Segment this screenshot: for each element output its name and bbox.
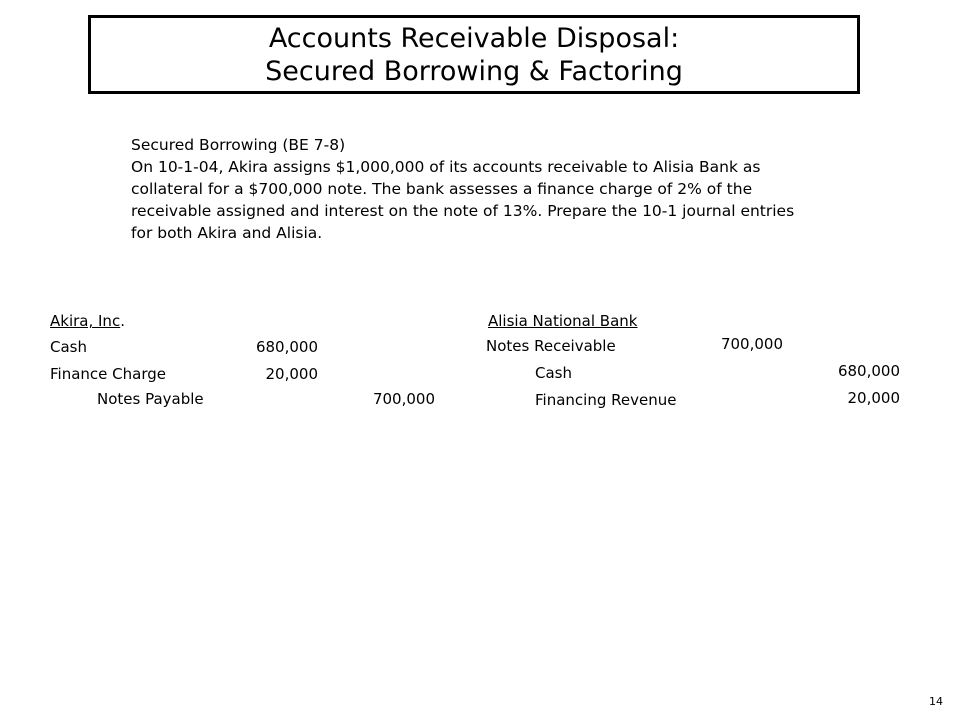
problem-line: On 10-1-04, Akira assigns $1,000,000 of its accounts receivable to Alisia Bank as bbox=[131, 158, 761, 176]
page-number: 14 bbox=[929, 695, 943, 708]
slide-title-line-2: Secured Borrowing & Factoring bbox=[265, 56, 683, 87]
akira-heading-period: . bbox=[120, 312, 125, 330]
akira-entry-debit: 20,000 bbox=[265, 365, 318, 383]
akira-heading bbox=[50, 311, 125, 331]
alisia-entry-account: Cash bbox=[535, 364, 572, 382]
alisia-entry-credit: 680,000 bbox=[837, 362, 900, 380]
problem-line: receivable assigned and interest on the note of 13%. Prepare the 10-1 journal entries bbox=[131, 202, 795, 220]
slide-title-box bbox=[88, 15, 860, 94]
akira-entry-credit: 700,000 bbox=[372, 390, 435, 408]
slide-title-line-1: Accounts Receivable Disposal: bbox=[268, 23, 680, 54]
akira-entry-account: Notes Payable bbox=[97, 390, 204, 408]
alisia-entry-debit: 700,000 bbox=[720, 335, 783, 353]
akira-company-name: Akira, Inc bbox=[50, 312, 121, 330]
alisia-company-name: Alisia National Bank bbox=[488, 312, 638, 330]
akira-entry-account: Finance Charge bbox=[50, 365, 166, 383]
problem-description bbox=[131, 134, 831, 244]
problem-heading: Secured Borrowing (BE 7-8) bbox=[131, 136, 346, 154]
akira-entry-debit: 680,000 bbox=[255, 338, 318, 356]
problem-line: collateral for a $700,000 note. The bank assesses a finance charge of 2% of the bbox=[131, 180, 753, 198]
akira-entry-account: Cash bbox=[50, 338, 87, 356]
alisia-entry-credit: 20,000 bbox=[847, 389, 900, 407]
alisia-entry-account: Financing Revenue bbox=[535, 391, 677, 409]
alisia-entry-account: Notes Receivable bbox=[486, 337, 616, 355]
problem-line: for both Akira and Alisia. bbox=[131, 224, 323, 242]
